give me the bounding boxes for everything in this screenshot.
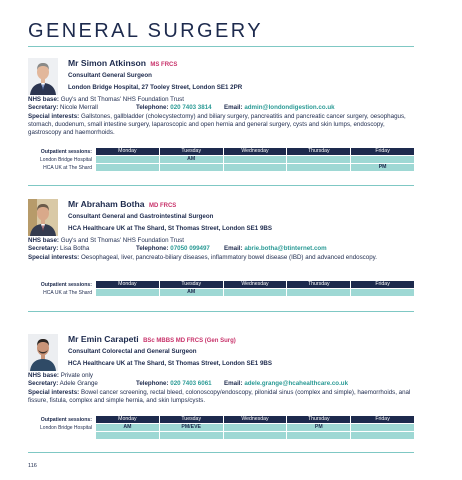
contact-line [28, 104, 414, 112]
page-title: GENERAL SURGERY [28, 20, 263, 42]
outpatient-sessions-table [28, 416, 414, 440]
entry-divider [28, 311, 414, 312]
surgeon-name-text: Mr Simon Atkinson [68, 58, 146, 68]
session-slot: AM [160, 156, 223, 163]
email-link[interactable]: adele.grange@hcahealthcare.co.uk [244, 380, 349, 388]
nhs-base-value: Guy's and St Thomas' NHS Foundation Trust [60, 96, 184, 103]
portrait-icon [28, 199, 58, 236]
session-slot [351, 289, 414, 296]
secretary-label: Secretary: [28, 245, 59, 253]
special-interests-label: Special interests: [28, 253, 80, 261]
day-header: Friday [351, 281, 414, 288]
telephone-value[interactable]: 020 7403 6061 [170, 380, 212, 388]
session-slot [224, 289, 287, 296]
nhs-base-line [28, 237, 414, 245]
session-location: HCA UK at The Shard [43, 165, 92, 171]
sessions-header-row [28, 416, 414, 424]
session-row [28, 424, 414, 432]
telephone-value[interactable]: 020 7403 3814 [170, 104, 212, 112]
nhs-base-label: NHS base: [28, 96, 59, 103]
session-slot [96, 164, 159, 171]
nhs-base-value: Private only [60, 372, 94, 379]
entry-divider [28, 185, 414, 186]
session-slot [351, 156, 414, 163]
portrait-icon [28, 58, 58, 95]
session-slot: PM [287, 424, 350, 431]
secretary-value: Lisa Botha [60, 245, 90, 253]
sessions-header-row [28, 148, 414, 156]
special-interests [28, 254, 414, 262]
day-header: Friday [351, 416, 414, 423]
session-slot [224, 156, 287, 163]
day-header: Tuesday [160, 281, 223, 288]
secretary-label: Secretary: [28, 104, 59, 112]
special-interests-value: Bowel cancer screening, rectal bleed, colonoscopy/endoscopy, pilonidal sinus (complex and simple), haemorrhoids, anal fissure, fistula, complex and simple hernia, and skin lumps/cysts. [28, 388, 411, 405]
contact-line [28, 245, 414, 253]
special-interests-value: Gallstones, gallbladder (cholecystectomy) and biliary surgery, pancreatitis and pancreatic cancer surgery, oesophagus, stomach, duodenum, small intestine surgery, laparoscopic and open hernia and general surgery, cysts and skin lumps, endoscopy, gastroscopy and haemorrhoids. [28, 112, 406, 137]
surgeon-name-text: Mr Emin Carapeti [68, 334, 139, 344]
session-slot [96, 432, 159, 439]
surgeon-name-text: Mr Abraham Botha [68, 199, 145, 209]
outpatient-sessions-table [28, 148, 414, 172]
special-interests [28, 389, 414, 405]
sessions-label: Outpatient sessions: [40, 149, 92, 155]
session-slot [224, 432, 287, 439]
day-header: Wednesday [224, 281, 287, 288]
surgeon-address: HCA Healthcare UK at The Shard, St Thomas Street, London SE1 9BS [68, 225, 272, 232]
surgeon-role: Consultant Colorectal and General Surgeon [68, 348, 197, 355]
nhs-base-line [28, 372, 414, 380]
surgeon-qualifications: BSc MBBS MD FRCS (Gen Surg) [143, 338, 236, 344]
email-label: Email: [224, 380, 243, 388]
session-slot [287, 289, 350, 296]
session-slot: PM/EVE [160, 424, 223, 431]
session-slot: AM [160, 289, 223, 296]
day-header: Thursday [287, 281, 350, 288]
session-slot: AM [96, 424, 159, 431]
day-header: Friday [351, 148, 414, 155]
day-header: Tuesday [160, 416, 223, 423]
nhs-base-value: Guy's and St Thomas' NHS Foundation Trust [60, 237, 184, 244]
special-interests-label: Special interests: [28, 112, 80, 120]
telephone-label: Telephone: [136, 380, 169, 388]
session-slot [96, 156, 159, 163]
surgeon-photo [28, 199, 58, 236]
session-location: London Bridge Hospital [40, 425, 92, 431]
page-number: 116 [28, 463, 37, 469]
day-header: Monday [96, 416, 159, 423]
day-header: Wednesday [224, 148, 287, 155]
session-slot [224, 164, 287, 171]
session-slot [287, 156, 350, 163]
secretary-value: Adele Grange [59, 380, 98, 388]
session-row-empty [28, 432, 414, 440]
surgeon-name [68, 58, 177, 68]
telephone-label: Telephone: [136, 245, 169, 253]
contact-line [28, 380, 414, 388]
entry-divider [28, 452, 414, 453]
sessions-header-row [28, 281, 414, 289]
title-divider [28, 46, 414, 47]
day-header: Monday [96, 281, 159, 288]
surgeon-photo [28, 58, 58, 95]
session-slot [160, 164, 223, 171]
session-slot [287, 432, 350, 439]
session-row [28, 289, 414, 297]
nhs-base-label: NHS base: [28, 237, 59, 244]
surgeon-photo [28, 334, 58, 371]
day-header: Tuesday [160, 148, 223, 155]
day-header: Wednesday [224, 416, 287, 423]
telephone-value[interactable]: 07050 099497 [170, 245, 210, 253]
email-link[interactable]: admin@londondigestion.co.uk [244, 104, 335, 112]
session-slot [224, 424, 287, 431]
session-row [28, 156, 414, 164]
sessions-label: Outpatient sessions: [40, 282, 92, 288]
surgeon-name [68, 334, 236, 344]
session-slot: PM [351, 164, 414, 171]
session-location: London Bridge Hospital [40, 157, 92, 163]
session-slot [351, 424, 414, 431]
outpatient-sessions-table [28, 281, 414, 297]
surgeon-role: Consultant General Surgeon [68, 72, 152, 79]
secretary-label: Secretary: [28, 380, 59, 388]
nhs-base-label: NHS base: [28, 372, 59, 379]
session-slot [160, 432, 223, 439]
surgeon-role: Consultant General and Gastrointestinal Surgeon [68, 213, 214, 220]
nhs-base-line [28, 96, 414, 104]
surgeon-name [68, 199, 176, 209]
telephone-label: Telephone: [136, 104, 169, 112]
session-slot [96, 289, 159, 296]
session-row [28, 164, 414, 172]
sessions-label: Outpatient sessions: [40, 417, 92, 423]
session-slot [351, 432, 414, 439]
surgeon-qualifications: MS FRCS [150, 62, 178, 68]
day-header: Thursday [287, 148, 350, 155]
day-header: Monday [96, 148, 159, 155]
secretary-value: Nicole Merrall [60, 104, 98, 112]
email-label: Email: [224, 104, 243, 112]
session-slot [287, 164, 350, 171]
special-interests-value: Oesophageal, liver, pancreato-biliary diseases, inflammatory bowel disease (IBD) and advanced endoscopy. [80, 253, 377, 261]
special-interests [28, 113, 414, 138]
email-label: Email: [224, 245, 243, 253]
surgeon-address: HCA Healthcare UK at The Shard, St Thomas Street, London SE1 9BS [68, 360, 272, 367]
surgeon-qualifications: MD FRCS [148, 203, 177, 209]
session-location: HCA UK at The Shard [43, 290, 92, 296]
portrait-icon [28, 334, 58, 371]
surgeon-address: London Bridge Hospital, 27 Tooley Street, London SE1 2PR [68, 84, 243, 91]
special-interests-label: Special interests: [28, 388, 80, 396]
email-link[interactable]: abrie.botha@btinternet.com [244, 245, 327, 253]
day-header: Thursday [287, 416, 350, 423]
